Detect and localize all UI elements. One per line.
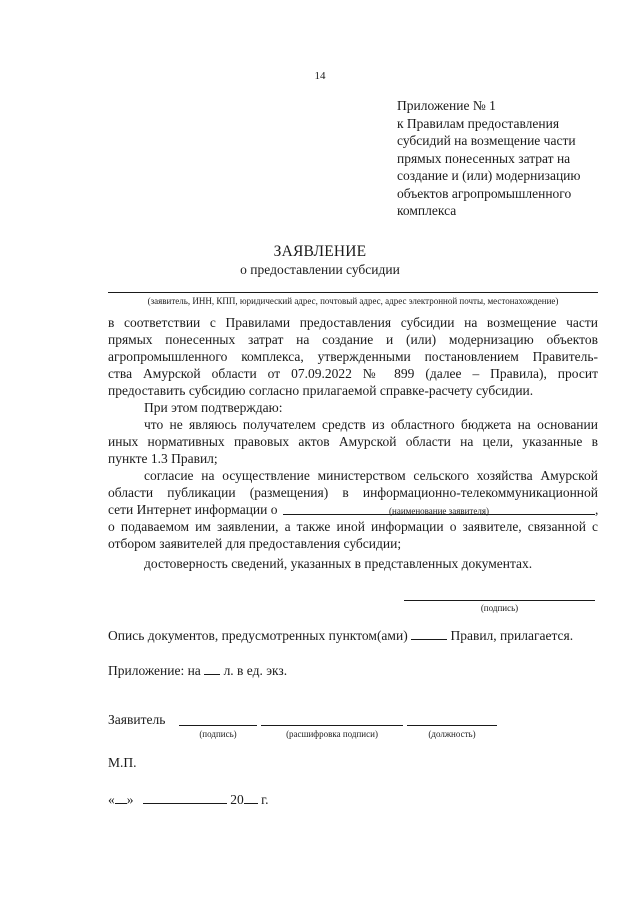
appendix-block: [397, 97, 597, 220]
inventory-suffix: Правил, прилагается.: [450, 628, 574, 643]
signature-caption: (подпись): [480, 603, 519, 613]
paragraph-line: прямых понесенных затрат на создание и (или) модернизацию объектов: [108, 332, 598, 347]
paragraph-line: агропромышленного комплекса, утвержденными постановлением Правитель-: [108, 349, 598, 364]
paragraph-line: ства Амурской области от 07.09.2022 № 899 (далее – Правила), просит: [108, 366, 598, 381]
date-year-suffix: г.: [261, 792, 269, 807]
page-number: 14: [314, 70, 326, 82]
applicant-position-caption: (должность): [428, 729, 476, 739]
date-row: [108, 791, 269, 808]
main-paragraph: [108, 314, 598, 399]
applicant-fullname-caption: (расшифровка подписи): [286, 729, 378, 739]
appendix-line: создание и (или) модернизацию: [397, 168, 581, 183]
publication-prefix: сети Интернет информации о: [108, 502, 278, 517]
paragraph-line: в соответствии с Правилами предоставления субсидии на возмещение части: [108, 315, 598, 330]
attachment-row: [108, 662, 287, 679]
document-title: ЗАЯВЛЕНИЕ: [273, 243, 367, 260]
appendix-line: к Правилам предоставления: [397, 115, 560, 131]
appendix-line: объектов агропромышленного: [397, 185, 572, 201]
date-open-quote: «: [108, 792, 115, 807]
paragraph-line: что не являюсь получателем средств из областного бюджета на основании: [144, 417, 598, 432]
paragraph-line: пункте 1.3 Правил;: [108, 451, 218, 466]
paragraph-line: о подаваемом им заявлении, а также иной информации о заявителе, связанной с: [108, 519, 598, 534]
date-month-field[interactable]: [143, 791, 227, 804]
attachment-pages-field[interactable]: [204, 662, 220, 675]
appendix-line: прямых понесенных затрат на: [397, 150, 571, 166]
attachment-suffix: л. в ед. экз.: [223, 663, 288, 678]
appendix-line: Приложение № 1: [397, 98, 496, 113]
attachment-prefix: Приложение: на: [108, 663, 201, 678]
applicant-name-caption: (наименование заявителя): [389, 506, 489, 516]
paragraph-line: иных нормативных правовых актов Амурской области на цели, указанные в: [108, 434, 598, 449]
applicant-caption: (заявитель, ИНН, КПП, юридический адрес, почтовый адрес, адрес электронной почты, местонахождение): [147, 296, 559, 306]
inventory-prefix: Опись документов, предусмотренных пунктом(ами): [108, 628, 408, 643]
applicant-signature-line[interactable]: [179, 725, 257, 726]
applicant-signature-caption: (подпись): [199, 729, 237, 739]
document-subtitle: о предоставлении субсидии: [240, 262, 400, 277]
paragraph-line: области публикации (размещения) в информационно-телекоммуникационной: [108, 485, 598, 500]
applicant-line: [108, 292, 598, 293]
applicant-position-line[interactable]: [407, 725, 497, 726]
paragraph-line: согласие на осуществление министерством сельского хозяйства Амурской: [144, 468, 598, 483]
date-day-field[interactable]: [115, 791, 127, 804]
signature-line: [404, 600, 595, 601]
appendix-line: субсидий на возмещение части: [397, 133, 576, 148]
date-year-prefix: 20: [230, 792, 244, 807]
paragraph-2: [108, 518, 598, 552]
stamp-label: М.П.: [108, 755, 137, 770]
applicant-fullname-line[interactable]: [261, 725, 403, 726]
date-year-field[interactable]: [244, 791, 258, 804]
paragraph-line: предоставить субсидию согласно прилагаемой справке-расчету субсидии.: [108, 383, 534, 398]
paragraph-line: отбором заявителей для предоставления субсидии;: [108, 536, 402, 551]
date-close-quote: »: [126, 792, 134, 807]
inventory-row: [108, 627, 573, 644]
applicant-label: Заявитель: [108, 712, 166, 727]
appendix-line: комплекса: [397, 203, 457, 218]
publication-comma: ,: [595, 502, 599, 517]
confirm-item-1: [108, 416, 598, 467]
confirm-item-3: достоверность сведений, указанных в представленных документах.: [144, 556, 533, 571]
inventory-point-field[interactable]: [411, 627, 447, 640]
confirm-intro: При этом подтверждаю:: [144, 400, 283, 415]
